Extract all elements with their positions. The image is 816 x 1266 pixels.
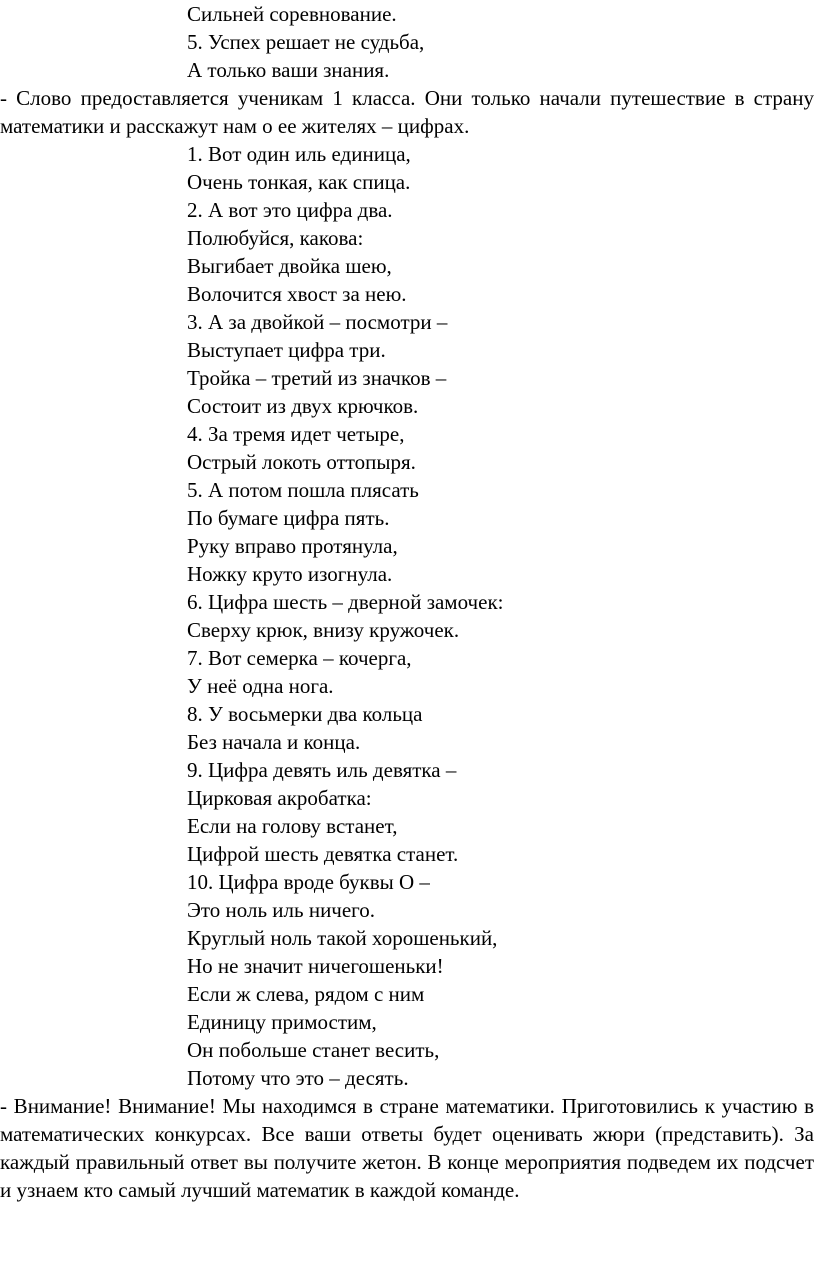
verse-line: Без начала и конца. [187,730,361,754]
verse-line: По бумаге цифра пять. [187,506,390,530]
verse-line: Сверху крюк, внизу кружочек. [187,618,460,642]
verse-line: Потому что это – десять. [187,1066,409,1090]
verse-line: Единицу примостим, [187,1010,377,1034]
verse-line: Он побольше станет весить, [187,1038,440,1062]
verse-line: Это ноль иль ничего. [187,898,376,922]
verse-line: Сильней соревнование. [187,2,397,26]
verse-line: Полюбуйся, какова: [187,226,364,250]
verse-line: А только ваши знания. [187,58,390,82]
verse-line: Тройка – третий из значков – [187,366,447,390]
verse-line: Цифрой шесть девятка станет. [187,842,459,866]
verse-line: Выступает цифра три. [187,338,386,362]
verse-line: Состоит из двух крючков. [187,394,419,418]
verse-line: 2. А вот это цифра два. [187,198,393,222]
verse-line: Ножку круто изогнула. [187,562,393,586]
verse-line: Но не значит ничегошеньки! [187,954,444,978]
verse-line: Волочится хвост за нею. [187,282,407,306]
verse-line: Острый локоть оттопыря. [187,450,416,474]
verse-line: Выгибает двойка шею, [187,254,392,278]
verse-line: 10. Цифра вроде буквы О – [187,870,430,894]
verse-digits [0,140,816,1092]
closing-paragraph: - Внимание! Внимание! Мы находимся в стране математики. Приготовились к участию в математических конкурсах. Все ваши ответы будет оценивать жюри (представить). За каждый правильный ответ вы получите жетон. В конце мероприятия подведем их подсчет и узнаем кто самый лучший математик в каждой команде. [0,1094,814,1202]
verse-line: Очень тонкая, как спица. [187,170,411,194]
verse-line: Если на голову встанет, [187,814,398,838]
verse-line: 5. А потом пошла плясать [187,478,419,502]
verse-line: 6. Цифра шесть – дверной замочек: [187,590,504,614]
verse-line: 1. Вот один иль единица, [187,142,411,166]
verse-line: 9. Цифра девять иль девятка – [187,758,457,782]
verse-line: Если ж слева, рядом с ним [187,982,425,1006]
verse-line: Цирковая акробатка: [187,786,372,810]
intro-paragraph: - Слово предоставляется ученикам 1 класса. Они только начали путешествие в страну математики и расскажут нам о ее жителях – цифрах. [0,86,814,138]
verse-line: Круглый ноль такой хорошенький, [187,926,498,950]
verse-line: У неё одна нога. [187,674,334,698]
verse-line: 3. А за двойкой – посмотри – [187,310,448,334]
verse-line: 7. Вот семерка – кочерга, [187,646,412,670]
verse-line: 5. Успех решает не судьба, [187,30,425,54]
verse-line: 4. За тремя идет четыре, [187,422,405,446]
verse-line: 8. У восьмерки два кольца [187,702,423,726]
verse-line: Руку вправо протянула, [187,534,398,558]
verse-top [0,0,816,84]
